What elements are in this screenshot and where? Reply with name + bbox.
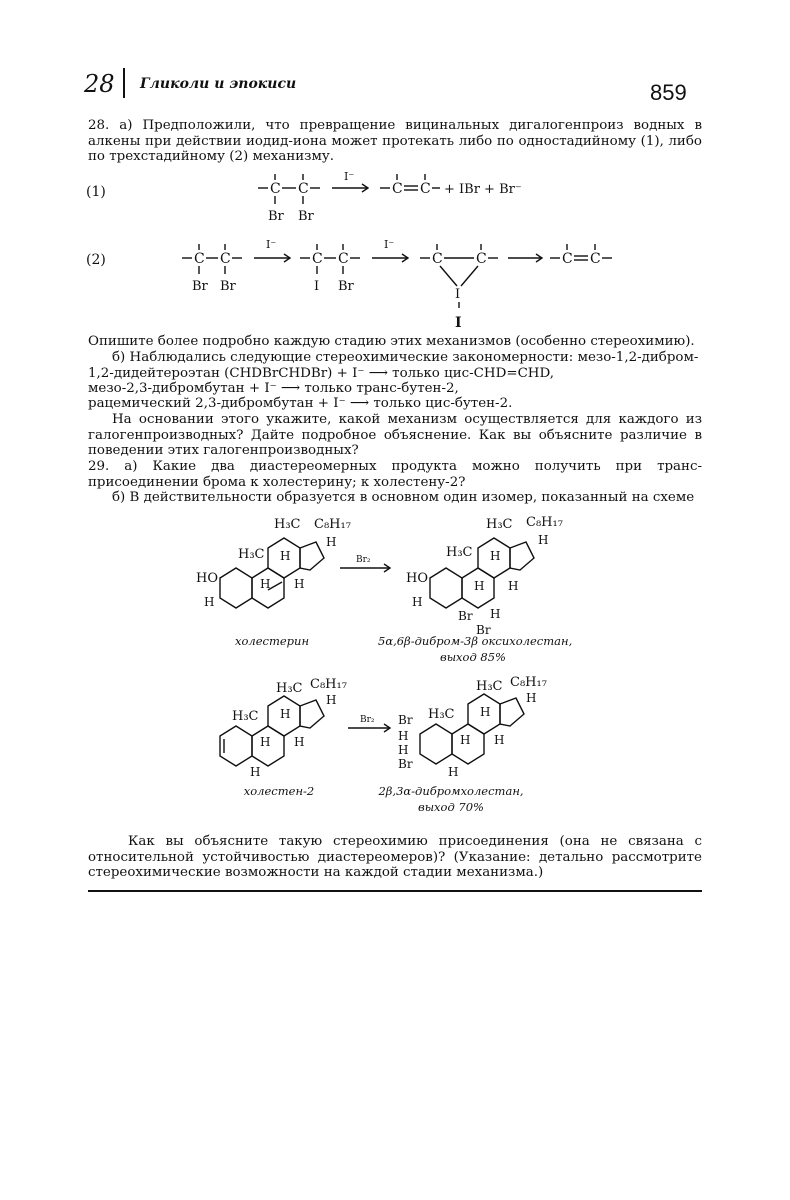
svg-text:Br: Br (338, 279, 354, 294)
caption-product1-name: 5α,6β-дибром-3β оксихолестан, (378, 634, 573, 648)
svg-text:C: C (590, 251, 601, 267)
svg-text:C: C (392, 181, 403, 197)
svg-text:C: C (420, 181, 431, 197)
mechanism-2-label: (2) (86, 252, 106, 268)
problem-28b-line3: мезо-2,3-дибромбутан + I⁻ ⟶ только транс-бутен-2, (88, 381, 459, 396)
svg-text:I: I (314, 279, 320, 294)
mechanism-1-label: (1) (86, 184, 106, 200)
header-divider (123, 68, 125, 98)
caption-product2-name: 2β,3α-дибромхолестан, (378, 784, 524, 798)
svg-text:H: H (398, 729, 409, 743)
problem-28b-question: На основании этого укажите, какой механизм осуществляется для каждого из галогенпроизводных? Дайте подробное объяснение. Как вы объясните различие в поведении этих галогенпроизводных? (88, 412, 702, 458)
svg-text:H₃C: H₃C (238, 547, 265, 562)
intermediate-label: I (455, 315, 462, 331)
svg-text:H: H (280, 549, 291, 563)
problem-28b-line4: рацемический 2,3-дибромбутан + I⁻ ⟶ только цис-бутен-2. (88, 396, 513, 411)
svg-text:H₃C: H₃C (274, 517, 301, 532)
svg-text:H: H (326, 693, 337, 707)
svg-text:H: H (508, 579, 519, 593)
svg-text:H: H (490, 549, 501, 563)
problem-29b-text: б) В действительности образуется в основном один изомер, показанный на схеме (112, 490, 695, 505)
caption-cholestene: холестен-2 (243, 784, 315, 798)
svg-text:H: H (494, 733, 505, 747)
svg-text:HO: HO (406, 571, 428, 586)
problem-29a-text: 29. а) Какие два диастереомерных продукта можно получить при транс-присоединении брома к холестерину; к холестену-2? (88, 459, 702, 490)
svg-text:Br: Br (458, 609, 473, 623)
svg-text:H: H (412, 595, 423, 609)
svg-text:H: H (294, 577, 305, 591)
svg-text:C: C (220, 251, 231, 267)
svg-text:C: C (312, 251, 323, 267)
svg-text:H: H (204, 595, 215, 609)
svg-text:C₈H₁₇: C₈H₁₇ (510, 675, 547, 690)
page-number: 859 (650, 80, 687, 105)
svg-text:I: I (455, 287, 461, 302)
svg-text:I⁻: I⁻ (384, 238, 395, 251)
svg-text:I⁻: I⁻ (344, 170, 355, 183)
svg-text:Br: Br (398, 757, 413, 771)
svg-text:H: H (490, 607, 501, 621)
svg-text:Br₂: Br₂ (356, 555, 371, 565)
problem-29-closing: Как вы объясните такую стереохимию присоединения (она не связана с относительной устойчивостью диастереомеров)? (Указание: детально рассмотрите стереохимические возможности на каждой стадии механизма.) (88, 834, 702, 880)
svg-text:C: C (476, 251, 487, 267)
problem-28-describe: Опишите более подробно каждую стадию этих механизмов (особенно стереохимию). (88, 334, 695, 349)
svg-text:H: H (474, 579, 485, 593)
svg-text:+ IBr + Br⁻: + IBr + Br⁻ (444, 182, 522, 197)
chapter-number: 28 (84, 70, 115, 98)
svg-text:H: H (480, 705, 491, 719)
mechanism-2-scheme (178, 236, 628, 316)
svg-text:H₃C: H₃C (276, 681, 303, 696)
svg-text:Br: Br (476, 623, 491, 637)
svg-text:H: H (250, 765, 261, 779)
svg-text:H: H (526, 691, 537, 705)
svg-text:H: H (538, 533, 549, 547)
svg-text:H: H (398, 743, 409, 757)
cholestene-bromination-scheme (200, 672, 600, 782)
svg-text:Br: Br (398, 713, 413, 727)
chapter-title: Гликоли и эпокиси (140, 76, 297, 92)
svg-text:Br: Br (220, 279, 236, 294)
svg-text:H: H (326, 535, 337, 549)
svg-text:H: H (280, 707, 291, 721)
svg-text:C₈H₁₇: C₈H₁₇ (526, 515, 563, 530)
svg-text:H₃C: H₃C (446, 545, 473, 560)
svg-text:C: C (298, 181, 309, 197)
svg-text:Br: Br (298, 209, 314, 224)
caption-product1-yield: выход 85% (440, 650, 506, 664)
svg-text:HO: HO (196, 571, 218, 586)
svg-text:H: H (294, 735, 305, 749)
svg-text:H: H (260, 735, 271, 749)
svg-text:C: C (432, 251, 443, 267)
footer-rule (88, 890, 702, 892)
svg-text:H₃C: H₃C (428, 707, 455, 722)
svg-text:H₃C: H₃C (486, 517, 513, 532)
svg-text:C: C (194, 251, 205, 267)
cholesterol-bromination-scheme (190, 510, 610, 640)
caption-cholesterol: холестерин (234, 634, 310, 648)
svg-text:H: H (260, 577, 271, 591)
svg-text:C: C (338, 251, 349, 267)
svg-text:C: C (270, 181, 281, 197)
svg-text:H₃C: H₃C (232, 709, 259, 724)
problem-28b-intro: б) Наблюдались следующие стереохимические закономерности: мезо-1,2-дибром- (112, 350, 699, 365)
caption-product2-yield: выход 70% (418, 800, 484, 814)
svg-text:H₃C: H₃C (476, 679, 503, 694)
svg-text:H: H (448, 765, 459, 779)
svg-text:C₈H₁₇: C₈H₁₇ (310, 677, 347, 692)
svg-text:C₈H₁₇: C₈H₁₇ (314, 517, 351, 532)
svg-text:C: C (562, 251, 573, 267)
problem-28b-line2: 1,2-дидейтероэтан (CHDBrCHDBr) + I⁻ ⟶ только цис-CHD=CHD, (88, 366, 555, 381)
mechanism-1-scheme (240, 168, 570, 228)
svg-text:Br: Br (192, 279, 208, 294)
svg-text:Br: Br (268, 209, 284, 224)
svg-text:H: H (460, 733, 471, 747)
svg-text:Br₂: Br₂ (360, 715, 375, 725)
problem-28a-text: 28. а) Предположили, что превращение вицинальных дигалогенпроиз водных в алкены при действии иодид-иона может протекать либо по одностадийному (1), либо по трехстадийному (2) механизму. (88, 118, 702, 164)
svg-text:I⁻: I⁻ (266, 238, 277, 251)
